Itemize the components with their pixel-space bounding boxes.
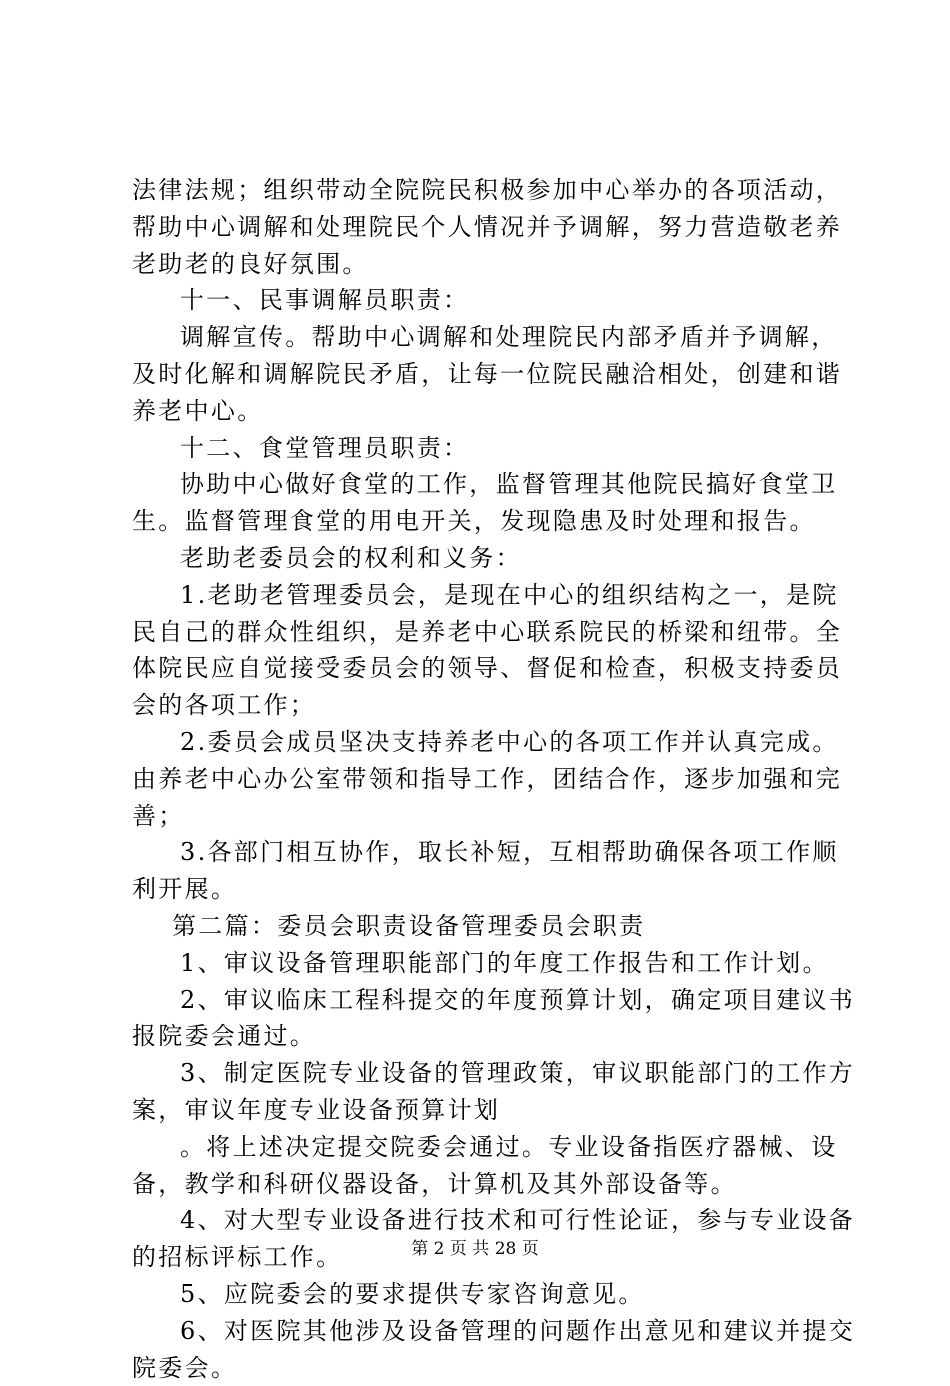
text-line: 2.委员会成员坚决支持养老中心的各项工作并认真完成。 [132,724,832,761]
text-line: 3、制定医院专业设备的管理政策，审议职能部门的工作方 [132,1055,832,1092]
text-line: 院委会。 [132,1350,832,1386]
text-line: 民自己的群众性组织，是养老中心联系院民的桥梁和纽带。全 [132,614,832,651]
document-body [132,172,832,1386]
text-line: 体院民应自觉接受委员会的领导、督促和检查，积极支持委员 [132,650,832,687]
text-line: 第二篇：委员会职责设备管理委员会职责 [132,908,832,945]
text-line: 及时化解和调解院民矛盾，让每一位院民融洽相处，创建和谐 [132,356,832,393]
text-line: 利开展。 [132,871,832,908]
text-line: 老助老的良好氛围。 [132,246,832,283]
text-line: 6、对医院其他涉及设备管理的问题作出意见和建议并提交 [132,1313,832,1350]
text-line: 由养老中心办公室带领和指导工作，团结合作，逐步加强和完 [132,761,832,798]
text-line: 十一、民事调解员职责： [132,282,832,319]
text-line: 1.老助老管理委员会，是现在中心的组织结构之一，是院 [132,577,832,614]
text-line: 4、对大型专业设备进行技术和可行性论证，参与专业设备 [132,1202,832,1239]
text-line: 案，审议年度专业设备预算计划 [132,1092,832,1129]
text-line: 备，教学和科研仪器设备，计算机及其外部设备等。 [132,1166,832,1203]
text-line: 老助老委员会的权利和义务： [132,540,832,577]
text-line: 。将上述决定提交院委会通过。专业设备指医疗器械、设 [132,1129,832,1166]
page-footer: 第 2 页 共 28 页 [0,1238,950,1260]
text-line: 2、审议临床工程科提交的年度预算计划，确定项目建议书 [132,982,832,1019]
text-line: 法律法规；组织带动全院院民积极参加中心举办的各项活动， [132,172,832,209]
text-line: 调解宣传。帮助中心调解和处理院民内部矛盾并予调解， [132,319,832,356]
text-line: 协助中心做好食堂的工作，监督管理其他院民搞好食堂卫 [132,466,832,503]
text-line: 十二、食堂管理员职责： [132,430,832,467]
text-line: 的招标评标工作。 [132,1239,832,1276]
text-line: 3.各部门相互协作，取长补短，互相帮助确保各项工作顺 [132,834,832,871]
text-line: 生。监督管理食堂的用电开关，发现隐患及时处理和报告。 [132,503,832,540]
text-line: 1、审议设备管理职能部门的年度工作报告和工作计划。 [132,945,832,982]
text-line: 养老中心。 [132,393,832,430]
text-line: 报院委会通过。 [132,1018,832,1055]
text-line: 善； [132,798,832,835]
text-line: 5、应院委会的要求提供专家咨询意见。 [132,1276,832,1313]
text-line: 帮助中心调解和处理院民个人情况并予调解，努力营造敬老养 [132,209,832,246]
text-line: 会的各项工作； [132,687,832,724]
